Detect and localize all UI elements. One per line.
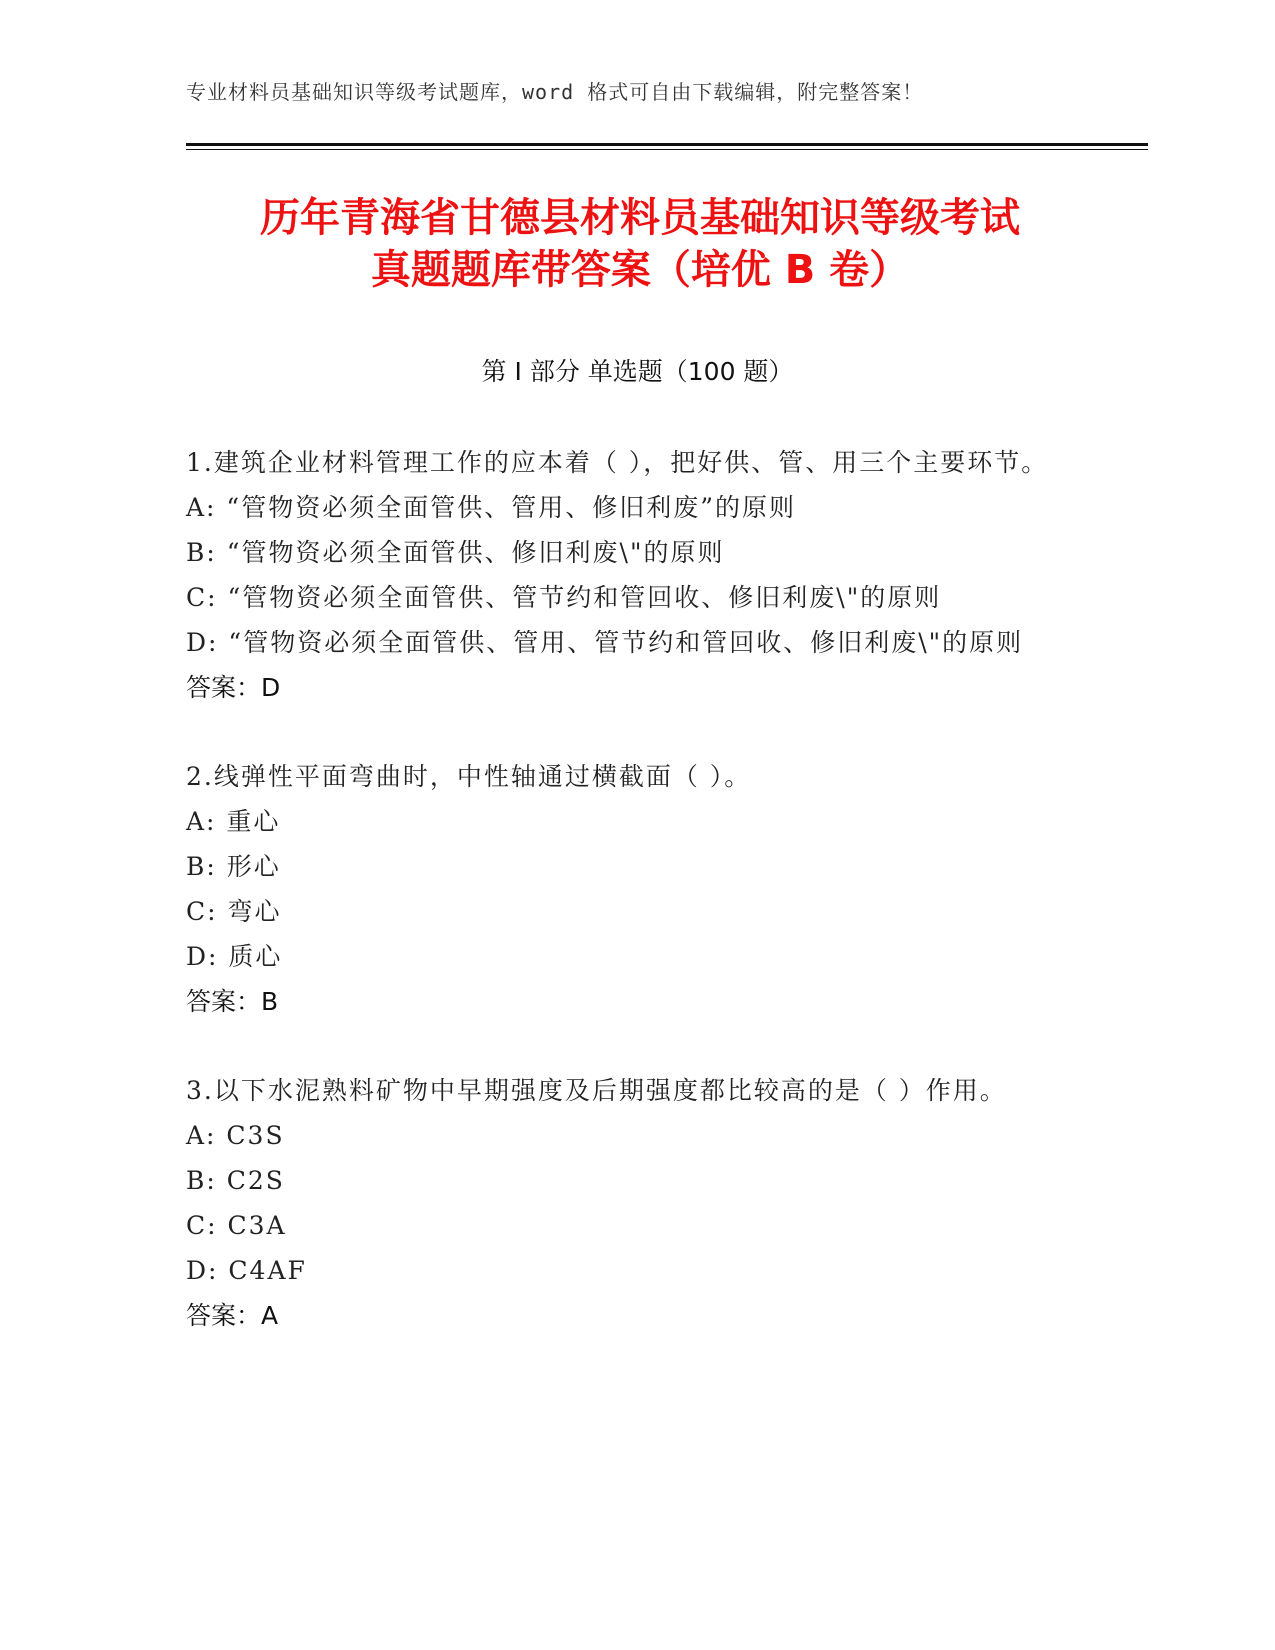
document-title-line-2: 真题题库带答案（培优 B 卷） — [370, 247, 910, 293]
option-b: B: 形心 — [186, 852, 281, 881]
answer: 答案：D — [186, 673, 281, 702]
answer: 答案：A — [186, 1301, 279, 1330]
option-a: A: “管物资必须全面管供、管用、修旧利废”的原则 — [186, 493, 796, 522]
question-list — [186, 440, 1066, 1382]
option-a: A: C3S — [186, 1121, 285, 1150]
question-stem: 1.建筑企业材料管理工作的应本着（ ），把好供、管、用三个主要环节。 — [186, 448, 1049, 477]
header-note: 专业材料员基础知识等级考试题库，word 格式可自由下载编辑，附完整答案！ — [186, 80, 924, 104]
option-d: D: 质心 — [186, 942, 283, 971]
question-3 — [186, 1068, 1066, 1338]
document-title-line-1: 历年青海省甘德县材料员基础知识等级考试 — [260, 195, 1020, 241]
question-2 — [186, 754, 1066, 1024]
question-stem: 2.线弹性平面弯曲时，中性轴通过横截面（ ）。 — [186, 762, 752, 791]
option-d: D: “管物资必须全面管供、管用、管节约和管回收、修旧利废\"的原则 — [186, 628, 1024, 657]
header-rule-thin — [186, 149, 1148, 150]
header-rule-thick — [186, 143, 1148, 146]
option-c: C: 弯心 — [186, 897, 282, 926]
question-1 — [186, 440, 1066, 710]
answer: 答案：B — [186, 987, 279, 1016]
option-a: A: 重心 — [186, 807, 281, 836]
option-b: B: “管物资必须全面管供、修旧利废\"的原则 — [186, 538, 725, 567]
document-title — [160, 192, 1120, 296]
option-c: C: C3A — [186, 1211, 287, 1240]
section-heading: 第 I 部分 单选题（100 题） — [481, 357, 794, 386]
question-stem: 3.以下水泥熟料矿物中早期强度及后期强度都比较高的是（ ）作用。 — [186, 1076, 1007, 1105]
option-b: B: C2S — [186, 1166, 285, 1195]
option-d: D: C4AF — [186, 1256, 307, 1285]
option-c: C: “管物资必须全面管供、管节约和管回收、修旧利废\"的原则 — [186, 583, 942, 612]
